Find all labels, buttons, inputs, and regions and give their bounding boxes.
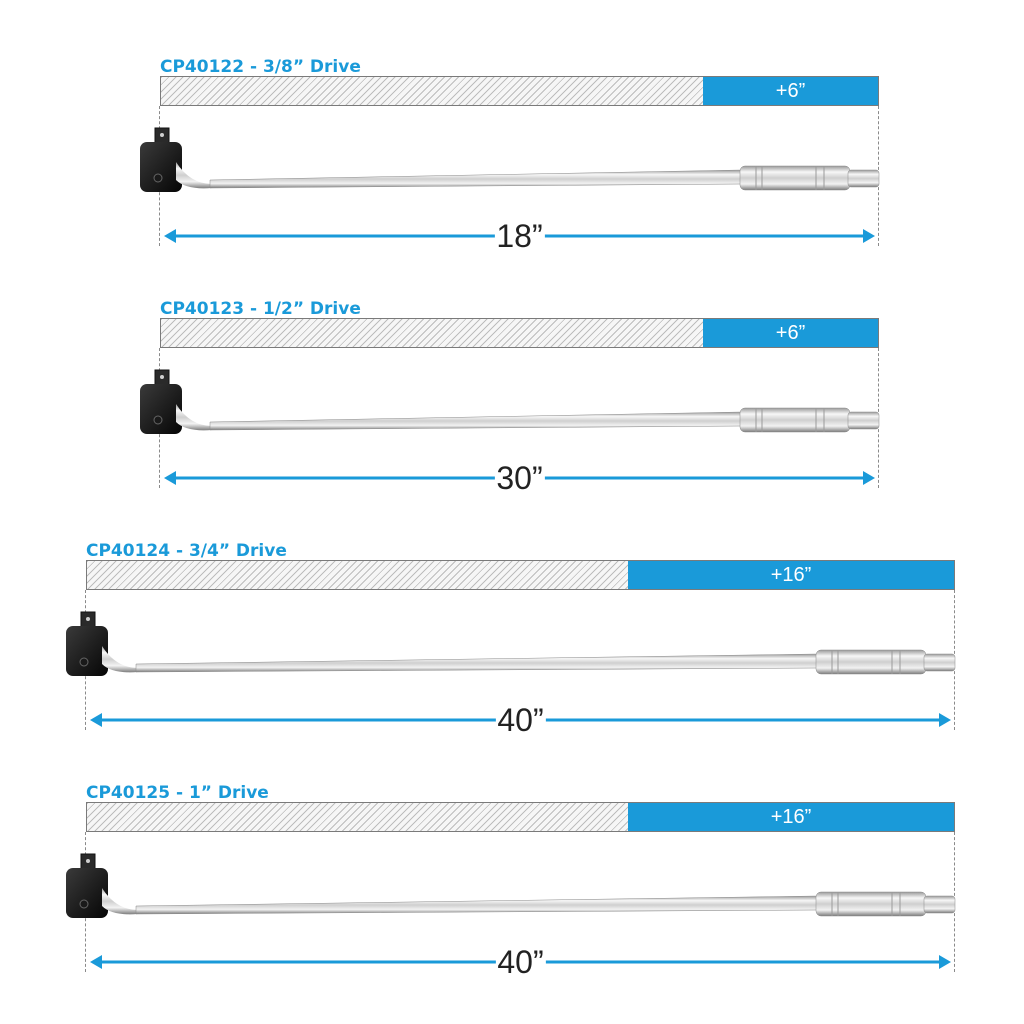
length-label: 40” (497, 944, 544, 980)
base-length-hatch (161, 77, 703, 105)
model-label: CP40123 - 1/2” Drive (160, 299, 361, 319)
length-dimension (86, 944, 955, 980)
breaker-bar-image (130, 118, 890, 208)
model-label: CP40124 - 3/4” Drive (86, 541, 287, 561)
breaker-bar-row-1 (0, 0, 1024, 254)
extension-bar (86, 560, 955, 590)
length-label: 40” (497, 702, 544, 738)
extension-label: +6” (703, 319, 878, 347)
extension-bar (160, 318, 879, 348)
extension-label: +16” (628, 561, 954, 589)
extension-label: +16” (628, 803, 954, 831)
base-length-hatch (87, 803, 628, 831)
length-label: 18” (496, 218, 543, 254)
breaker-bar-image (56, 602, 966, 692)
model-label: CP40125 - 1” Drive (86, 783, 269, 803)
breaker-bar-image (130, 360, 890, 450)
extension-bar (86, 802, 955, 832)
base-length-hatch (87, 561, 628, 589)
breaker-bar-row-3 (0, 484, 1024, 738)
model-label: CP40122 - 3/8” Drive (160, 57, 361, 77)
extension-bar (160, 76, 879, 106)
breaker-bar-row-4 (0, 726, 1024, 980)
breaker-bar-image (56, 844, 966, 934)
breaker-bar-row-2 (0, 242, 1024, 496)
length-label: 30” (496, 460, 543, 496)
extension-label: +6” (703, 77, 878, 105)
base-length-hatch (161, 319, 703, 347)
